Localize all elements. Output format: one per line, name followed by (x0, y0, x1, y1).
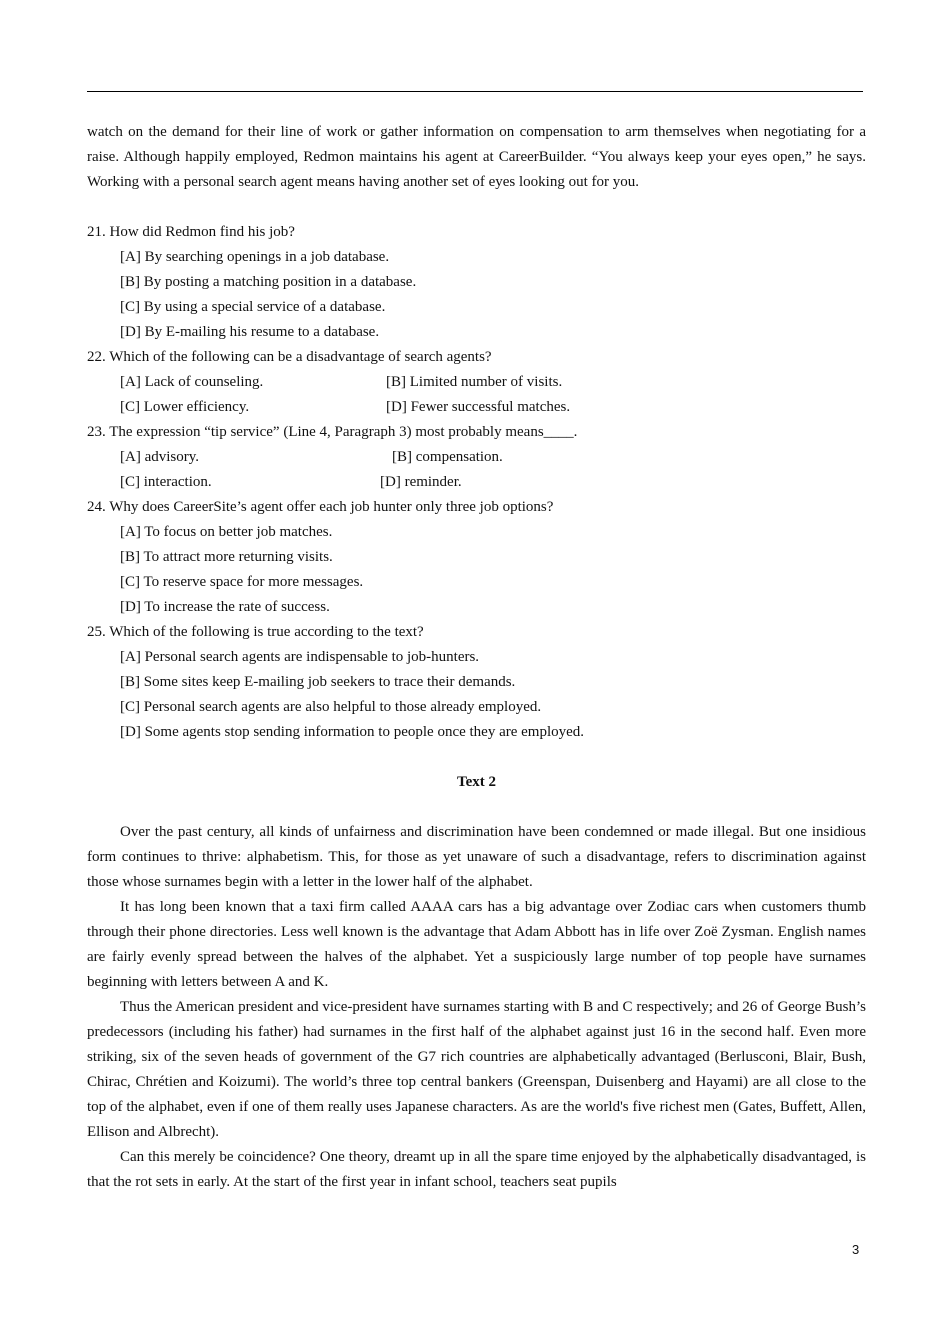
q23-options-row-1 (120, 445, 866, 470)
q24-option-d: [D] To increase the rate of success. (120, 599, 330, 615)
q22-options-row-1 (120, 370, 866, 395)
q22-options-row-2 (120, 395, 866, 420)
question-23: 23. The expression “tip service” (Line 4, Paragraph 3) most probably means____. (87, 424, 578, 440)
q24-option-c: [C] To reserve space for more messages. (120, 574, 364, 590)
q21-option-c: [C] By using a special service of a database. (120, 299, 386, 315)
page-content (87, 120, 866, 1195)
q25-option-b: [B] Some sites keep E-mailing job seekers to trace their demands. (120, 674, 516, 690)
q21-option-a: [A] By searching openings in a job database. (120, 249, 390, 265)
question-24: 24. Why does CareerSite’s agent offer each job hunter only three job options? (87, 499, 554, 515)
question-25: 25. Which of the following is true according to the text? (87, 624, 424, 640)
text2-paragraph: Thus the American president and vice-president have surnames starting with B and C respectively; and 26 of George Bush’s predecessors (including his father) had surnames in the first half of the alphabet against just 16 in the second half. Even more striking, six of the seven heads of government of the G7 rich countries are alphabetically advantaged (Berlusconi, Blair, Bush, Chirac, Chrétien and Koizumi). The world’s three top central bankers (Greenspan, Duisenberg and Hayami) are all close to the top of the alphabet, even if one of them really uses Japanese characters. As are the world's five richest men (Gates, Buffett, Allen, Ellison and Albrecht). (87, 999, 866, 1140)
q22-option-b: [B] Limited number of visits. (386, 374, 563, 390)
q22-option-d: [D] Fewer successful matches. (386, 399, 571, 415)
header-rule (87, 91, 863, 92)
q22-option-c: [C] Lower efficiency. (120, 399, 250, 415)
q21-option-d: [D] By E-mailing his resume to a database. (120, 324, 380, 340)
intro-paragraph: watch on the demand for their line of work or gather information on compensation to arm themselves when negotiating for a raise. Although happily employed, Redmon maintains his agent at CareerBuilder. “You always keep your eyes open,” he says. Working with a personal search agent means having another set of eyes looking out for you. (87, 124, 866, 190)
q23-options-row-2 (120, 470, 866, 495)
spacer (87, 745, 866, 770)
spacer (87, 195, 866, 220)
q23-option-c: [C] interaction. (120, 474, 212, 490)
q23-option-a: [A] advisory. (120, 449, 200, 465)
q23-option-d: [D] reminder. (380, 474, 462, 490)
q21-option-b: [B] By posting a matching position in a database. (120, 274, 417, 290)
question-22: 22. Which of the following can be a disadvantage of search agents? (87, 349, 492, 365)
page-number: 3 (852, 1242, 860, 1257)
q25-option-d: [D] Some agents stop sending information to people once they are employed. (120, 724, 585, 740)
q22-option-a: [A] Lack of counseling. (120, 374, 264, 390)
q23-option-b: [B] compensation. (392, 449, 503, 465)
q25-option-c: [C] Personal search agents are also helpful to those already employed. (120, 699, 542, 715)
q24-option-a: [A] To focus on better job matches. (120, 524, 333, 540)
spacer (87, 795, 866, 820)
section-heading: Text 2 (456, 774, 497, 790)
q25-option-a: [A] Personal search agents are indispensable to job-hunters. (120, 649, 480, 665)
text2-paragraph: Over the past century, all kinds of unfairness and discrimination have been condemned or made illegal. But one insidious form continues to thrive: alphabetism. This, for those as yet unaware of such a disadvantage, refers to discrimination against those whose surnames begin with a letter in the lower half of the alphabet. (87, 824, 866, 890)
text2-paragraph: Can this merely be coincidence? One theory, dreamt up in all the spare time enjoyed by the alphabetically disadvantaged, is that the rot sets in early. At the start of the first year in infant school, teachers seat pupils (87, 1149, 866, 1190)
question-21: 21. How did Redmon find his job? (87, 224, 295, 240)
text2-paragraph: It has long been known that a taxi firm called AAAA cars has a big advantage over Zodiac cars when customers thumb through their phone directories. Less well known is the advantage that Adam Abbott has in life over Zoë Zysman. English names are fairly evenly spread between the halves of the alphabet. Yet a suspiciously large number of top people have surnames beginning with letters between A and K. (87, 899, 866, 990)
q24-option-b: [B] To attract more returning visits. (120, 549, 333, 565)
